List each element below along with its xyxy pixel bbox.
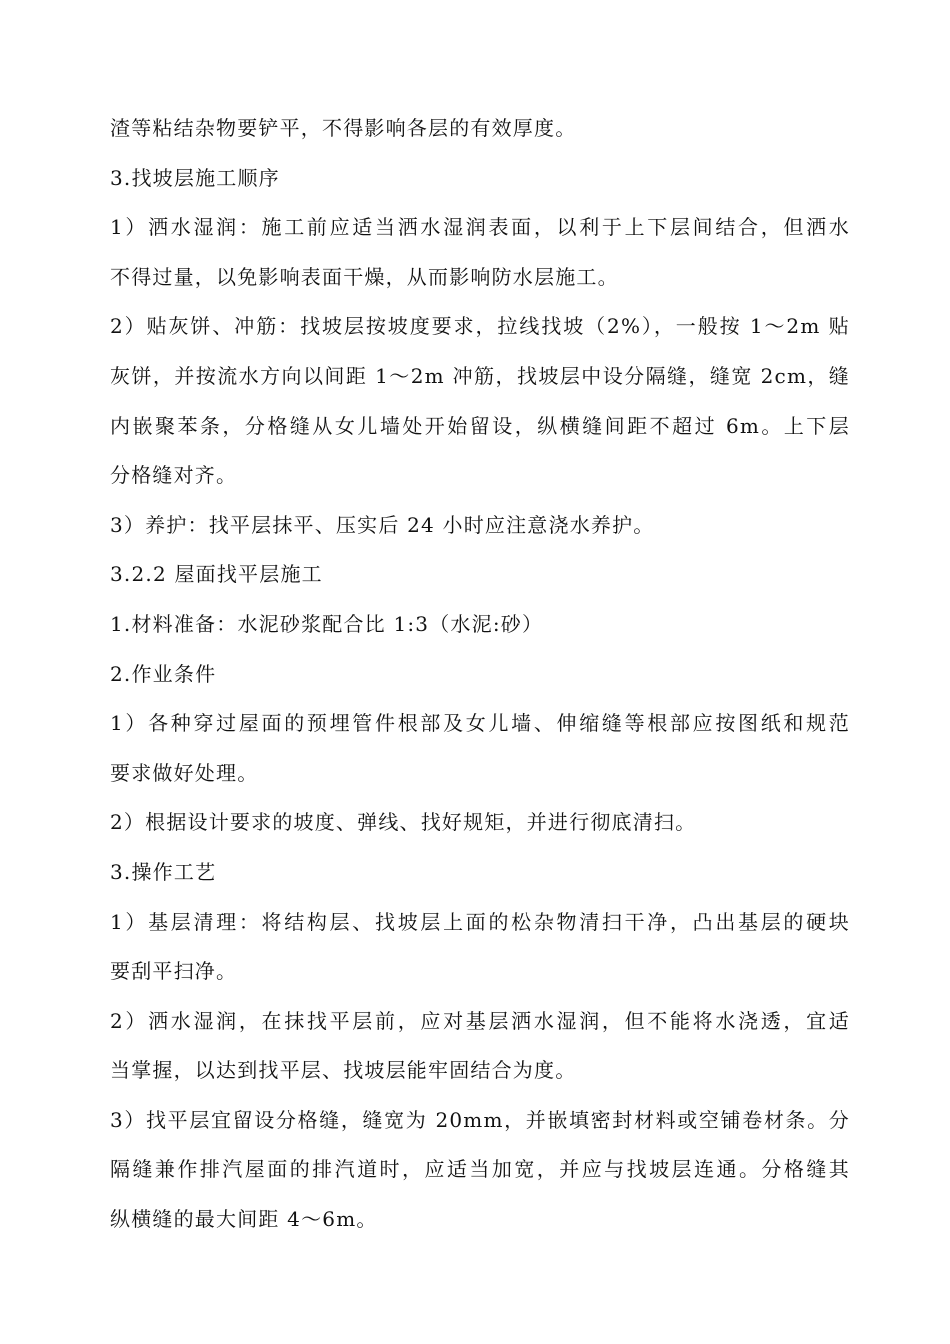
paragraph-line: 渣等粘结杂物要铲平，不得影响各层的有效厚度。 (110, 116, 577, 140)
paragraph-line: 要求做好处理。 (110, 760, 259, 785)
paragraph-line: 3）养护：找平层抹平、压实后 24 小时应注意浇水养护。 (110, 512, 655, 537)
paragraph-line: 隔缝兼作排汽屋面的排汽道时，应适当加宽，并应与找坡层连通。分格缝其 (110, 1157, 850, 1182)
paragraph-line: 2）洒水湿润，在抹找平层前，应对基层洒水湿润，但不能将水浇透，宜适 (110, 1008, 850, 1033)
paragraph-line: 纵横缝的最大间距 4～6m。 (110, 1207, 378, 1232)
section-heading: 3.操作工艺 (110, 859, 217, 884)
paragraph-line: 不得过量，以免影响表面干燥，从而影响防水层施工。 (110, 264, 619, 289)
paragraph-line: 1.材料准备：水泥砂浆配合比 1:3（水泥:砂） (110, 611, 544, 636)
paragraph-line: 分格缝对齐。 (110, 463, 238, 488)
paragraph-line: 要刮平扫净。 (110, 959, 238, 984)
paragraph-line: 1）基层清理：将结构层、找坡层上面的松杂物清扫干净，凸出基层的硬块 (110, 909, 850, 934)
paragraph-line: 1）各种穿过屋面的预埋管件根部及女儿墙、伸缩缝等根部应按图纸和规范 (110, 711, 850, 736)
paragraph-line: 1）洒水湿润：施工前应适当洒水湿润表面，以利于上下层间结合，但洒水 (110, 215, 850, 240)
paragraph-line: 2）贴灰饼、冲筋：找坡层按坡度要求，拉线找坡（2%），一般按 1～2m 贴 (110, 314, 850, 339)
document-body (110, 104, 850, 1245)
section-heading: 3.2.2 屋面找平层施工 (110, 562, 323, 587)
paragraph-line: 3）找平层宜留设分格缝，缝宽为 20mm，并嵌填密封材料或空铺卷材条。分 (110, 1107, 850, 1132)
section-heading: 2.作业条件 (110, 661, 217, 686)
section-heading: 3.找坡层施工顺序 (110, 165, 280, 190)
paragraph-line: 内嵌聚苯条，分格缝从女儿墙处开始留设，纵横缝间距不超过 6m。上下层 (110, 413, 850, 438)
paragraph-line: 灰饼，并按流水方向以间距 1～2m 冲筋，找坡层中设分隔缝，缝宽 2cm，缝 (110, 363, 850, 388)
paragraph-line: 2）根据设计要求的坡度、弹线、找好规矩，并进行彻底清扫。 (110, 810, 697, 835)
paragraph-line: 当掌握，以达到找平层、找坡层能牢固结合为度。 (110, 1058, 577, 1083)
